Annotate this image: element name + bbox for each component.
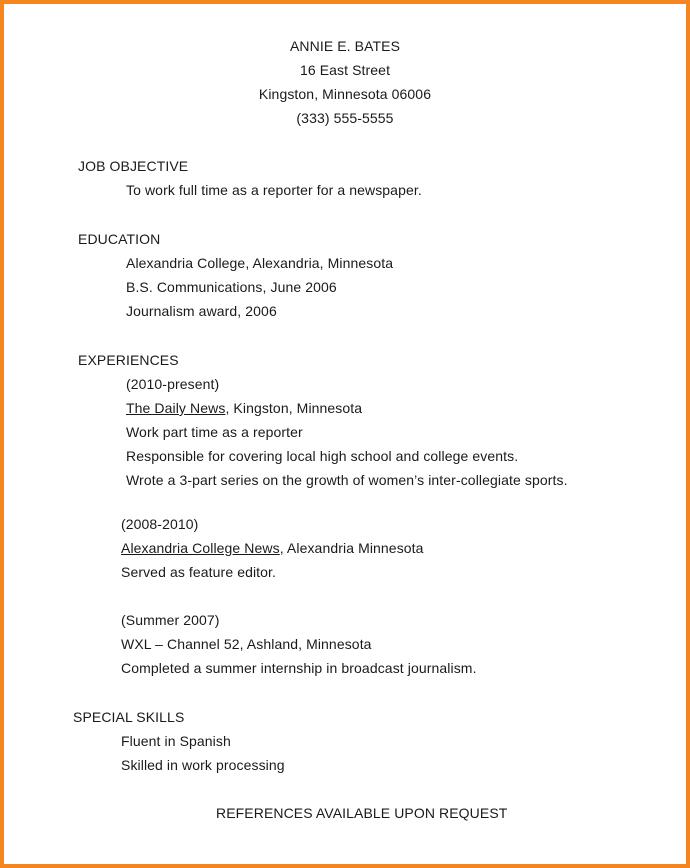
city-state-zip: Kingston, Minnesota 06006 — [258, 86, 432, 102]
applicant-name: ANNIE E. BATES — [289, 38, 401, 54]
education-line: Alexandria College, Alexandria, Minnesota — [126, 255, 394, 271]
job-objective-text: To work full time as a reporter for a newspaper. — [126, 182, 422, 198]
job-period: (2010-present) — [126, 376, 220, 392]
employer-location: , Kingston, Minnesota — [225, 400, 363, 416]
job-period: (Summer 2007) — [121, 612, 220, 628]
education-line: B.S. Communications, June 2006 — [126, 279, 337, 295]
job-detail: Wrote a 3-part series on the growth of women’s inter-collegiate sports. — [126, 472, 568, 488]
experiences-heading: EXPERIENCES — [78, 352, 179, 368]
phone-number: (333) 555-5555 — [296, 110, 394, 126]
job-employer-line — [126, 399, 362, 417]
job-objective-heading: JOB OBJECTIVE — [78, 158, 189, 174]
job-employer-line: WXL – Channel 52, Ashland, Minnesota — [121, 636, 372, 652]
references-note: REFERENCES AVAILABLE UPON REQUEST — [216, 805, 508, 821]
job-employer-line — [121, 539, 424, 557]
employer-name: Alexandria College News — [121, 540, 280, 556]
job-detail: Responsible for covering local high school and college events. — [126, 448, 519, 464]
employer-location: , Alexandria Minnesota — [279, 540, 424, 556]
skill-line: Fluent in Spanish — [121, 733, 231, 749]
education-heading: EDUCATION — [78, 231, 161, 247]
job-detail: Work part time as a reporter — [126, 424, 303, 440]
job-detail: Completed a summer internship in broadcast journalism. — [121, 660, 477, 676]
street-address: 16 East Street — [299, 62, 391, 78]
job-detail: Served as feature editor. — [121, 564, 277, 580]
education-line: Journalism award, 2006 — [126, 303, 277, 319]
skill-line: Skilled in work processing — [121, 757, 285, 773]
employer-name: The Daily News — [126, 400, 226, 416]
job-period: (2008-2010) — [121, 516, 199, 532]
special-skills-heading: SPECIAL SKILLS — [73, 709, 185, 725]
